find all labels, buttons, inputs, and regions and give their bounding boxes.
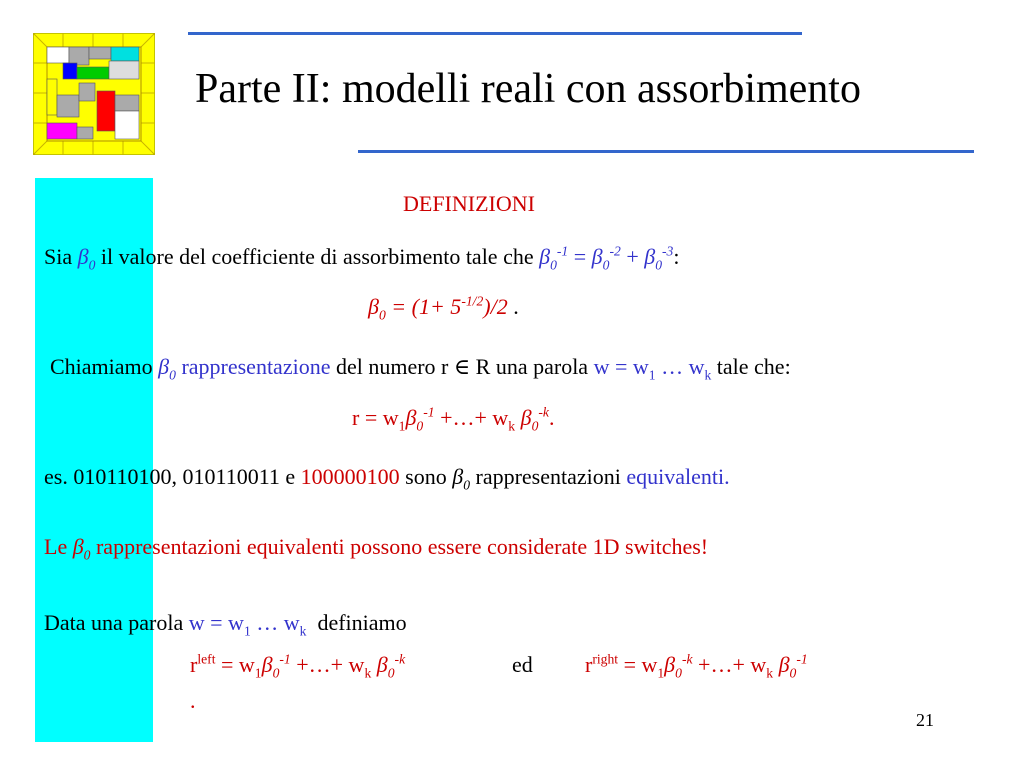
definitions-heading: DEFINIZIONI — [403, 191, 535, 216]
ed-connector: ed — [512, 652, 533, 677]
title-bottom-rule — [358, 150, 974, 153]
page-number: 21 — [916, 710, 934, 730]
beta0-formula: $\beta_0 = (1+ 5^{-1/2})/2$ . — [368, 293, 519, 323]
definition-beta0-line: Sia $\beta_0$ il valore del coefficiente di assorbimento tale che $\beta_0^{-1} = \beta_0^{-2} + \beta_0^{-3}$: — [44, 243, 680, 273]
title-top-rule — [188, 32, 802, 35]
logo-image — [33, 33, 155, 155]
slide-title: Parte II: modelli reali con assorbimento — [195, 66, 861, 112]
switches-statement: Le $\beta_0$ rappresentazioni equivalenti possono essere considerate 1D switches! — [44, 534, 709, 563]
r-formula: $r = w_1\beta_0^{-1}$ +…+ $w_k$ $\beta_0^{-k}$. — [352, 404, 555, 434]
example-line: es. 010110100, 010110011 e 100000100 sono $\beta_0$ rappresentazioni equivalenti. — [44, 464, 730, 493]
r-right-formula: $r^{right} = w_1\beta_0^{-k}$ +…+ $w_k$ $\beta_0^{-1}$ — [585, 651, 808, 681]
representation-definition-line: Chiamiamo $\beta_0$ rappresentazione del numero r ∈ R una parola $w = w_1$ … $w_k$ tale che: — [50, 354, 791, 383]
trailing-dot: . — [190, 688, 196, 713]
word-definition-line: Data una parola $w = w_1$ … $w_k$ definiamo — [44, 610, 407, 639]
r-left-formula: $r^{left} = w_1\beta_0^{-1}$ +…+ $w_k$ $\beta_0^{-k}$ — [190, 651, 406, 681]
